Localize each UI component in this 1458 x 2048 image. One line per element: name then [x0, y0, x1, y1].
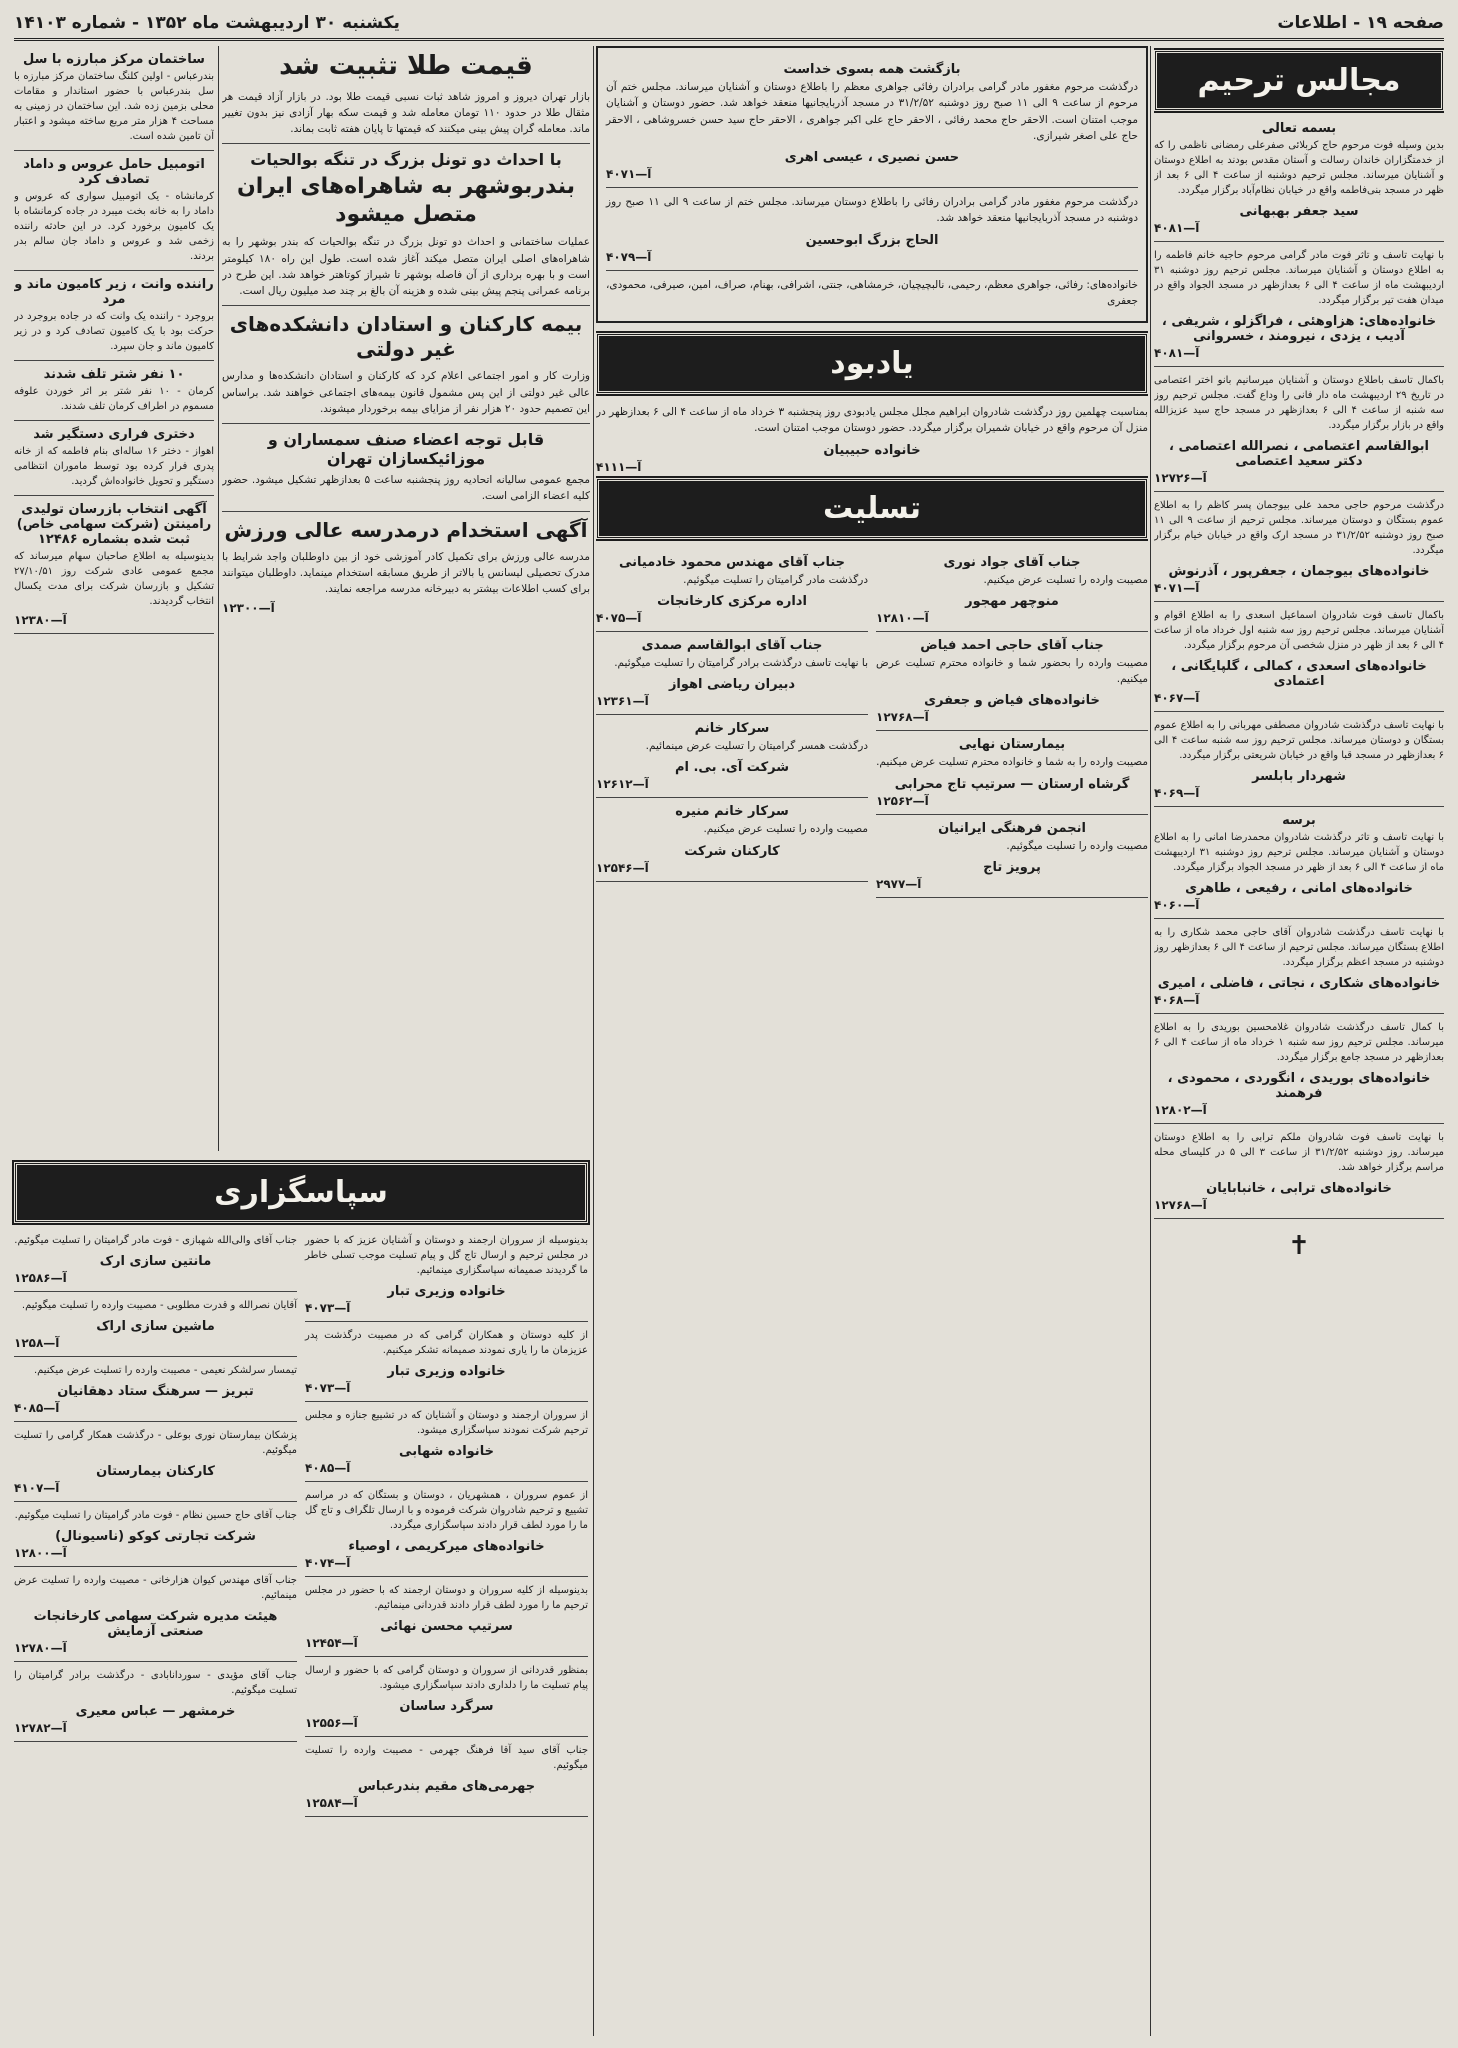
briefs-column [14, 46, 214, 1151]
condolence-text: مصیبت وارده را بحضور شما و خانواده محترم تسلیت عرض میکنیم. [876, 656, 1148, 686]
mourning-column [1154, 46, 1444, 2036]
mourning-text: باکمال تاسف فوت شادروان اسماعیل اسعدی را به اطلاع اقوام و آشنایان میرساند. مجلس ترحیم روز سه شنبه اول خرداد ماه از ساعت ۴ الی ۶ بعد از ظهر در منزل شخصی آن مرحوم برگزار میگردد. [1154, 610, 1444, 651]
ad-code: ۴۰۷۱—آ [1154, 581, 1200, 595]
brief-title: دختری فراری دستگیر شد [33, 427, 195, 442]
ad-code: ۴۰۶۸—آ [1154, 993, 1200, 1007]
cross-icon: ✝ [1288, 1231, 1310, 1261]
newspaper-page [14, 8, 1444, 2038]
brief-item [14, 502, 214, 634]
notice-text: درگذشت مرحوم مغفور مادر گرامی برادران رفائی جواهری معظم را باطلاع دوستان و آشنایان میرساند. مجلس ختم آن مرحوم از ساعت ۹ الی ۱۱ صبح روز دوشنبه ۳۱/۲/۵۲ در مسجد آذربایجانیها منعقد خواهد شد. حضور دوستان و آشنایان موجب امتنان است. الاحقر حاج محمد رفائی ، الاحقر حاج علی اکبر جواهری ، الاحقر حاج سید حسن خسروشاهی ، الاحقر حاج علی اصغر شیرازی. [606, 81, 1138, 142]
condolence-signature: منوچهر مهجور [965, 593, 1059, 609]
guild-notice-text: مجمع عمومی سالیانه اتحادیه روز پنجشنبه ساعت ۵ بعدازظهر تشکیل میشود. حضور کلیه اعضاء الزامی است. [222, 474, 590, 503]
condolence-item [596, 638, 868, 715]
divider [596, 881, 868, 882]
condolence-text: درگذشت همسر گرامیتان را تسلیت عرض مینمائیم. [645, 740, 868, 753]
divider [305, 1481, 588, 1482]
memorial-signature: خانواده حبیبیان [823, 442, 921, 458]
divider [14, 1566, 297, 1567]
mourning-signature: خانواده‌های شکاری ، نجاتی ، فاضلی ، امیری [1157, 976, 1441, 991]
thanks-item [14, 1428, 297, 1502]
divider [305, 1736, 588, 1737]
notice-text: درگذشت مرحوم مغفور مادر گرامی برادران رفائی را باطلاع دوستان میرساند. مجلس ختم از ساعت ۹ الی ۱۱ صبح روز دوشنبه در مسجد آذربایجانیها منعقد خواهد شد. [606, 196, 1138, 225]
divider [305, 1576, 588, 1577]
ad-code: ۱۲۵۶۲—آ [876, 793, 929, 808]
ad-code: ۱۲۵۴۶—آ [596, 860, 649, 875]
thanks-signature: ماشین سازی اراک [96, 1319, 215, 1334]
condolence-text: مصیبت وارده را به شما و خانواده محترم تسلیت عرض میکنیم. [876, 756, 1148, 769]
thanks-section [14, 1158, 588, 2038]
thanks-item [14, 1508, 297, 1567]
condolence-title: انجمن فرهنگی ایرانیان [938, 820, 1086, 836]
divider [1154, 806, 1444, 807]
divider [305, 1401, 588, 1402]
divider [876, 631, 1148, 632]
divider [14, 1291, 297, 1292]
mourning-text: با نهایت تاسف و تاثر فوت مادر گرامی مرحوم حاجیه خانم فاطمه را به اطلاع دوستان و آشنایان میرساند. مجلس ترحیم روز دوشنبه ۳۱ اردیبهشت ماه از ساعت ۴ الی ۶ بعدازظهر در مسجد الجواد واقع در میدان هفت تیر برگزار میگردد. [1154, 250, 1444, 306]
brief-title: راننده وانت ، زیر کامیون ماند و مرد [14, 277, 214, 307]
ad-code: ۱۲۳۶۱—آ [596, 694, 649, 709]
divider [14, 1741, 297, 1742]
divider [596, 631, 868, 632]
brief-text: کرمانشاه - یک اتومبیل سواری که عروس و داماد را به خانه بخت میبرد در جاده کرمانشاه با یک کامیون برخورد کرد. در این حادثه راننده زخمی شد و عروس و داماد جان سالم بدر بردند. [14, 191, 214, 262]
thanks-text: پزشکان بیمارستان نوری بوعلی - درگذشت همکار گرامی را تسلیت میگوئیم. [14, 1430, 297, 1456]
condolence-text: مصیبت وارده را تسلیت عرض میکنیم. [983, 573, 1148, 586]
divider [876, 730, 1148, 731]
ad-code: ۱۲۵۵۶—آ [305, 1716, 358, 1730]
divider [14, 1421, 297, 1422]
thanks-signature: مانتین سازی ارک [99, 1254, 212, 1269]
divider [14, 1661, 297, 1662]
mourning-text: با نهایت تاسف فوت شادروان ملکم ترابی را به اطلاع دوستان میرساند. روز دوشنبه ۳۱/۲/۵۲ از ساعت ۳ الی ۵ در کلیسای محله مراسم برگزار خواهد شد. [1154, 1132, 1444, 1173]
thanks-text: از سروران ارجمند و دوستان و آشنایان که در تشییع جنازه و مجلس ترحیم شرکت نمودند سپاسگزاری میشود. [305, 1410, 588, 1436]
mourning-banner: مجالس ترحیم [1154, 50, 1444, 111]
condolence-title: جناب آقای مهندس محمود خادمیانی [618, 554, 846, 570]
divider [1154, 1013, 1444, 1014]
ad-code: ۱۲۵۸—آ [14, 1336, 60, 1350]
mourning-item [1154, 718, 1444, 807]
column-rule [218, 46, 219, 1151]
mourning-signature: خانواده‌های امانی ، رفیعی ، طاهری [1185, 881, 1413, 896]
memorial-banner: یادبود [596, 333, 1148, 394]
brief-title: ساختمان مرکز مبارزه با سل [23, 52, 205, 67]
condolence-item [596, 804, 868, 881]
condolence-item [596, 555, 868, 632]
ad-code: ۱۲۷۲۶—آ [1154, 471, 1207, 485]
page-header [14, 8, 1444, 41]
divider [1154, 241, 1444, 242]
mourning-text: با نهایت تاسف و تاثر درگذشت شادروان محمدرضا امانی را به اطلاع دوستان و آشنایان میرساند. مجلس ترحیم روز دوشنبه ۳۱ اردیبهشت ماه از ساعت ۴ الی ۶ بعد از ظهر در مسجد الجواد برگزار میگردد. [1154, 832, 1444, 873]
thanks-text: آقایان نصرالله و قدرت مطلوبی - مصیبت وارده را تسلیت میگوئیم. [21, 1300, 297, 1311]
thanks-signature: جهرمی‌های مقیم بندرعباس [357, 1779, 536, 1794]
mourning-item [1154, 373, 1444, 492]
guild-notice-title: قابل توجه اعضاء صنف سمساران و موزائیکسازان تهران [267, 430, 545, 469]
thanks-signature: سرگرد ساسان [399, 1699, 494, 1714]
gold-headline: قیمت طلا تثبیت شد [279, 51, 533, 81]
road-headline: بندربوشهر به شاهراه‌های ایران متصل میشود [237, 174, 575, 227]
thanks-item [305, 1328, 588, 1402]
thanks-text: جناب آقای والی‌الله شهبازی - فوت مادر گرامیتان را تسلیت میگوئیم. [14, 1235, 297, 1246]
mourning-text: بدین وسیله فوت مرحوم حاج کربلائی صفرعلی رمضانی ناظمی را که از خدمتگزاران خاندان رسالت و آستان مقدس بودند به اطلاع دوستان و آشنایان میرساند. مجلس ترحیم دوشنبه از ساعت ۴ الی ۶ بعد از ظهر در مسجد بنی‌فاطمه واقع در خیابان نظام‌آباد برگزار میگردد. [1154, 140, 1444, 196]
brief-item [14, 52, 214, 151]
mourning-title: بسمه تعالی [1261, 121, 1337, 136]
ad-code: ۴۰۸۵—آ [305, 1461, 351, 1475]
thanks-grid [14, 1233, 588, 1823]
brief-text: کرمان - ۱۰ نفر شتر بر اثر خوردن علوفه مسموم در اطراف کرمان تلف شدند. [14, 386, 214, 412]
thanks-item [14, 1233, 297, 1292]
divider [305, 1656, 588, 1657]
ad-code: ۱۲۸۰۰—آ [14, 1546, 67, 1560]
condolence-item [876, 555, 1148, 632]
divider [14, 360, 214, 361]
notice-title: بازگشت همه بسوی خداست [783, 62, 961, 77]
thanks-text: جناب آقای مؤیدی - سوردانابادی - درگذشت برادر گرامیتان را تسلیت میگوئیم. [14, 1670, 297, 1696]
divider [596, 797, 868, 798]
divider [1154, 601, 1444, 602]
notice-signature: الحاج بزرگ ابوحسین [805, 232, 939, 248]
ad-code: ۴۰۶۰—آ [1154, 898, 1200, 912]
brief-title: اتومبیل حامل عروس و داماد تصادف کرد [23, 157, 205, 187]
road-text: عملیات ساختمانی و احداث دو تونل بزرگ در تنگه بوالحیات که بندر بوشهر را به شاهراه‌های اصلی ایران متصل میکند آغاز شده است. طول این راه ۱۸۰ کیلومتر است و با بهره برداری از آن فاصله بوشهر تا شیراز کوتاهتر خواهد شد. این طرح در برنامه عمرانی پنجم پیش بینی شده و هزینه آن بالغ بر چند صد میلیون ریال است. [222, 236, 590, 298]
thanks-signature: خانواده وزیری تبار [387, 1284, 506, 1299]
notice-signature: حسن نصیری ، عیسی اهری [784, 150, 960, 166]
thanks-text: از کلیه دوستان و همکاران گرامی که در مصیبت درگذشت پدر عزیزمان ما را یاری نمودند صمیمانه تشکر میکنیم. [305, 1330, 588, 1356]
thanks-signature: خانواده‌های میرکریمی ، اوصیاء [348, 1539, 545, 1554]
condolence-item [876, 638, 1148, 732]
thanks-item [305, 1488, 588, 1577]
brief-item [14, 427, 214, 496]
ad-code: ۱۲۳۸۰—آ [14, 613, 67, 627]
condolence-text: مصیبت وارده را تسلیت عرض میکنیم. [703, 823, 868, 836]
families-list: خانواده‌های: رفائی، جواهری معظم، رحیمی، نالبچیچیان، خرمشاهی، جنتی، اشرافی، بهنام، صراف، امین، صیرفی، محمودی، جعفری [606, 278, 1138, 307]
thanks-text: جناب آقای حاج حسین نظام - فوت مادر گرامیتان را تسلیت میگوئیم. [14, 1510, 297, 1521]
thanks-text: بمنظور قدردانی از سروران و دوستان گرامی که با حضور و ارسال پیام تسلیت ما را دلداری دادند سپاسگزاری میشود. [305, 1665, 588, 1691]
mourning-item [1154, 1130, 1444, 1219]
divider [14, 633, 214, 634]
ad-code: ۴۱۰۷—آ [14, 1481, 60, 1495]
mourning-item [1154, 813, 1444, 919]
thanks-item [305, 1743, 588, 1817]
condolence-signature: خانواده‌های فیاض و جعفری [924, 693, 1100, 709]
condolence-title: جناب آقای ابوالقاسم صمدی [641, 637, 823, 653]
mourning-text: درگذشت مرحوم حاجی محمد علی بیوجمان پسر کاظم را به اطلاع عموم بستگان و دوستان میرساند. مجلس ترحیم از ساعت ۹ الی ۱۱ صبح روز دوشنبه ۳۱/۲/۵۲ در مسجد ارک واقع در خیابان خیام برگزار میگردد. [1154, 500, 1444, 556]
ad-code: ۴۰۷۳—آ [305, 1301, 351, 1315]
divider [14, 150, 214, 151]
condolence-title: سرکار خانم منیره [675, 804, 789, 820]
gold-text: بازار تهران دیروز و امروز شاهد ثبات نسبی قیمت طلا بود. در بازار آزاد قیمت هر مثقال طلا در حدود ۱۱۰ تومان معامله شد و قیمت سکه بهار آزادی نیز بدون تغییر ماند. معامله گران پیش بینی میکنند که قیمتها تا پایان هفته ثابت بماند. [222, 90, 590, 136]
thanks-item [14, 1573, 297, 1662]
mourning-text: با کمال تاسف درگذشت شادروان غلامحسین بوریدی را به اطلاع میرساند. مجلس ترحیم روز سه شنبه ۱ خرداد ماه از ساعت ۴ الی ۶ بعدازظهر در مسجد جامع برگزار میگردد. [1154, 1022, 1444, 1063]
ad-code: ۴۰۶۹—آ [1154, 786, 1200, 800]
page-number: صفحه ۱۹ - اطلاعات [1277, 13, 1444, 33]
condolence-title: جناب آقای حاجی احمد فیاض [920, 637, 1104, 653]
memorial-text: بمناسبت چهلمین روز درگذشت شادروان ابراهیم مجلل مجلس یادبودی روز پنجشنبه ۳ خرداد ماه از ساعت ۴ الی ۶ بعدازظهر در منزل آن مرحوم واقع در خیابان شمیران برگزار میگردد. حضور دوستان موجب امتنان است. [596, 406, 1148, 435]
dateline: یکشنبه ۳۰ اردیبهشت ماه ۱۳۵۲ - شماره ۱۴۱۰۳ [14, 13, 400, 33]
condolence-text: با نهایت تاسف درگذشت برادر گرامیتان را تسلیت میگوئیم. [614, 656, 868, 669]
column-rule [1150, 46, 1151, 2036]
mourning-signature: خانواده‌های بوریدی ، انگوردی ، محمودی ، فرهمند [1167, 1071, 1431, 1101]
mourning-signature: ابوالقاسم اعتصامی ، نصرالله اعتصامی ، دکتر سعید اعتصامی [1169, 439, 1429, 469]
brief-item [14, 277, 214, 361]
condolence-title: سرکار خانم [694, 721, 770, 737]
ad-code: ۴۰۷۵—آ [596, 610, 642, 625]
thanks-item [14, 1363, 297, 1422]
ad-code: ۴۰۷۴—آ [305, 1556, 351, 1570]
ad-code: ۴۰۷۹—آ [606, 249, 652, 264]
ad-code: ۱۲۳۰۰—آ [222, 601, 275, 616]
divider [1154, 918, 1444, 919]
mourning-item [1154, 1020, 1444, 1124]
briefs-list [14, 52, 214, 634]
divider [596, 714, 868, 715]
thanks-signature: سرتیپ محسن نهائی [380, 1619, 513, 1634]
condolence-text: مصیبت وارده را تسلیت میگوئیم. [1006, 839, 1148, 852]
mourning-signature: خانواده‌های: هزاوهئی ، فراگزلو ، شریفی ، آدیب ، یزدی ، نیرومند ، خسروانی [1161, 314, 1437, 344]
divider [1154, 711, 1444, 712]
condolence-text: درگذشت مادر گرامیتان را تسلیت میگوئیم. [683, 573, 868, 586]
ad-code: ۴۰۸۵—آ [14, 1401, 60, 1415]
mourning-signature: خانواده‌های ترابی ، خانبابایان [1206, 1181, 1392, 1196]
thanks-signature: خانواده شهابی [399, 1444, 494, 1459]
school-headline: آگهی استخدام درمدرسه عالی ورزش [224, 517, 588, 542]
thanks-signature: تبریز — سرهنگ ستاد دهقانیان [57, 1384, 254, 1399]
ad-code: ۱۲۷۶۸—آ [876, 710, 929, 725]
thanks-text: بدینوسیله از سروران ارجمند و دوستان و آشنایان عزیز که با حضور در مجلس ترحیم و ارسال تاج گل و پیام تسلیت موجب تسلی خاطر ما گردیدند صمیمانه سپاسگزاری مینمائیم. [305, 1235, 588, 1276]
divider [14, 495, 214, 496]
mourning-list [1154, 121, 1444, 1219]
school-text: مدرسه عالی ورزش برای تکمیل کادر آموزشی خود از بین داوطلبان واجد شرایط با مدرک تحصیلی لیسانس یا بالاتر از طریق مسابقه استخدام مینماید. داوطلبان میتوانند برای کسب اطلاعات بیشتر به دبیرخانه مدرسه مراجعه نمایند. [222, 550, 590, 596]
divider [876, 897, 1148, 898]
brief-text: بندرعباس - اولین کلنگ ساختمان مرکز مبارزه با سل بندرعباس با حضور استاندار و مقامات محلی بزمین زده شد. این ساختمان در زمینی به مساحت ۴ هزار متر مربع ساخته میشود و اعتبار آن تامین شده است. [14, 71, 214, 142]
mourning-text: با نهایت تاسف درگذشت شادروان آقای حاجی محمد شکاری را به اطلاع بستگان میرساند. مجلس ترحیم از ساعت ۴ الی ۶ بعدازظهر روز دوشنبه در مسجد اعظم برگزار میگردد. [1154, 927, 1444, 968]
divider [14, 1501, 297, 1502]
mourning-item [1154, 608, 1444, 712]
ad-code: ۱۲۸۰۲—آ [1154, 1103, 1207, 1117]
mourning-item [1154, 248, 1444, 367]
condolence-title: بیمارستان نهایی [958, 737, 1066, 753]
condolence-signature: گرشاه ارستان — سرتیپ تاج محرابی [894, 776, 1130, 792]
thanks-signature: شرکت تجارتی کوکو (ناسیونال) [55, 1529, 256, 1544]
road-kicker: با احداث دو تونل بزرگ در تنگه بوالحیات [250, 150, 562, 170]
thanks-text: از عموم سروران ، همشهریان ، دوستان و بستگان که در مراسم تشییع و ترحیم شادروان شرکت فرموده و با ارسال تلگراف و تاج گل ما را مورد لطف قرار دادند سپاسگزاری میگردد. [305, 1490, 588, 1531]
mourning-signature: خانواده‌های اسعدی ، کمالی ، گلپایگانی ، اعتمادی [1171, 659, 1427, 689]
mourning-signature: خانواده‌های بیوجمان ، جعفرپور ، آذرنوش [1168, 564, 1430, 579]
divider [305, 1321, 588, 1322]
condolence-signature: اداره مرکزی کارخانجات [657, 593, 807, 609]
ad-code: ۱۲۶۱۲—آ [596, 777, 649, 792]
mourning-signature: سید جعفر بهبهانی [1239, 204, 1359, 219]
brief-title: ۱۰ نفر شتر تلف شدند [43, 367, 185, 382]
condolence-banner: تسلیت [596, 478, 1148, 539]
divider [1154, 1218, 1444, 1219]
divider [14, 270, 214, 271]
condolence-signature: دبیران ریاضی اهواز [668, 677, 796, 693]
thanks-signature: خرمشهر — عباس معیری [75, 1704, 236, 1719]
thanks-text: تیمسار سرلشکر نعیمی - مصیبت وارده را تسلیت عرض میکنیم. [33, 1365, 297, 1376]
divider [14, 420, 214, 421]
divider [305, 1816, 588, 1817]
ad-code: ۱۲۵۸۴—آ [305, 1796, 358, 1810]
condolence-item [876, 737, 1148, 814]
brief-item [14, 367, 214, 421]
divider [1154, 366, 1444, 367]
condolence-title: جناب آقای جواد نوری [943, 554, 1081, 570]
thanks-banner: سپاسگزاری [14, 1162, 588, 1223]
thanks-text: جناب آقای سید آقا فرهنگ جهرمی - مصیبت وارده را تسلیت میگوئیم. [305, 1745, 588, 1771]
divider [1154, 1123, 1444, 1124]
mourning-item [1154, 925, 1444, 1014]
mourning-title: برسه [1282, 813, 1316, 828]
ad-code: ۴۰۷۳—آ [305, 1381, 351, 1395]
condolence-signature: پرویز تاج [983, 859, 1041, 875]
thanks-item [305, 1233, 588, 1322]
ad-code: ۱۲۴۵۴—آ [305, 1636, 358, 1650]
brief-text: بدینوسیله به اطلاع صاحبان سهام میرساند که مجمع عمومی عادی شرکت روز ۲۷/۱۰/۵۱ تشکیل و بازرسان شرکت برای مدت یکسال انتخاب گردیدند. [14, 551, 214, 607]
thanks-item [305, 1663, 588, 1737]
thanks-text: بدینوسیله از کلیه سروران و دوستان ارجمند که با حضور در مجلس ترحیم ما را مورد لطف قرار دادند قدردانی مینمائیم. [305, 1585, 588, 1611]
ad-code: ۱۲۸۱۰—آ [876, 610, 929, 625]
thanks-item [305, 1408, 588, 1482]
ad-code: ۴۰۸۱—آ [1154, 346, 1200, 360]
ad-code: ۱۲۷۸۰—آ [14, 1641, 67, 1655]
thanks-item [305, 1583, 588, 1657]
thanks-item [14, 1668, 297, 1742]
ad-code: ۴۰۷۱—آ [606, 167, 652, 182]
brief-text: بروجرد - راننده یک وانت که در جاده بروجرد در حرکت بود با یک کامیون تصادف کرد و در زیر کامیون ماند و جان سپرد. [14, 311, 214, 352]
news-column [222, 46, 590, 1151]
ad-code: ۱۲۷۶۸—آ [1154, 1198, 1207, 1212]
brief-item [14, 157, 214, 271]
mourning-signature: شهردار بابلسر [1252, 769, 1346, 784]
mourning-item [1154, 498, 1444, 602]
thanks-signature: هیئت مدیره شرکت سهامی کارخانجات صنعتی آزمایش [33, 1609, 278, 1639]
thanks-item [14, 1298, 297, 1357]
thanks-text: جناب آقای مهندس کیوان هزارخانی - مصیبت وارده را تسلیت عرض مینمائیم. [14, 1575, 297, 1601]
ad-code: ۲۹۷۷—آ [876, 876, 922, 891]
ad-code: ۴۱۱۱—آ [596, 459, 642, 474]
ad-code: ۴۰۶۷—آ [1154, 691, 1200, 705]
ad-code: ۱۲۵۸۶—آ [14, 1271, 67, 1285]
column-rule [593, 46, 594, 2036]
condolence-item [876, 821, 1148, 898]
condolence-signature: کارکنان شرکت [684, 843, 780, 859]
condolence-item [596, 721, 868, 798]
condolence-grid [596, 549, 1148, 904]
divider [1154, 491, 1444, 492]
divider [14, 1356, 297, 1357]
mourning-text: باکمال تاسف باطلاع دوستان و آشنایان میرسانیم بانو اختر اعتصامی در تاریخ ۲۹ اردیبهشت ماه دار فانی را وداع گفت. مجلس ترحیم روز سه شنبه از ساعت ۴ الی ۶ بعدازظهر در مسجد حاج سید عزیزالله واقع در بازار برگزار میگردد. [1154, 375, 1444, 431]
mourning-item [1154, 121, 1444, 242]
center-column [596, 46, 1148, 2036]
thanks-signature: کارکنان بیمارستان [96, 1464, 215, 1479]
brief-title: آگهی انتخاب بازرسان تولیدی رامینتن (شرکت سهامی خاص) ثبت شده بشماره ۱۲۴۸۶ [16, 502, 212, 547]
ad-code: ۴۰۸۱—آ [1154, 221, 1200, 235]
memorial-box-top [596, 46, 1148, 323]
insurance-text: وزارت کار و امور اجتماعی اعلام کرد که کارکنان و استادان دانشکده‌ها و مدارس عالی غیر دولتی از این پس مشمول قانون بیمه‌های اجتماعی خواهند شد. براساس این تصمیم حدود ۲۰ هزار نفر از مزایای بیمه برخوردار میشوند. [222, 370, 590, 415]
divider [876, 814, 1148, 815]
brief-text: اهواز - دختر ۱۶ ساله‌ای بنام فاطمه که از خانه پدری فرار کرده بود توسط ماموران انتظامی دستگیر و تحویل خانواده‌اش گردید. [14, 446, 214, 487]
condolence-signature: شرکت آی. بی. ام [674, 760, 790, 776]
mourning-text: با نهایت تاسف درگذشت شادروان مصطفی مهربانی را به اطلاع عموم بستگان و دوستان میرساند. مجلس ترحیم روز سه شنبه ساعت ۴ الی ۶ بعدازظهر در مسجد قبا واقع در خیابان شریعتی برگزار میگردد. [1154, 720, 1444, 761]
thanks-signature: خانواده وزیری تبار [387, 1364, 506, 1379]
insurance-headline: بیمه کارکنان و استادان دانشکده‌های غیر دولتی [229, 312, 583, 362]
ad-code: ۱۲۷۸۲—آ [14, 1721, 67, 1735]
